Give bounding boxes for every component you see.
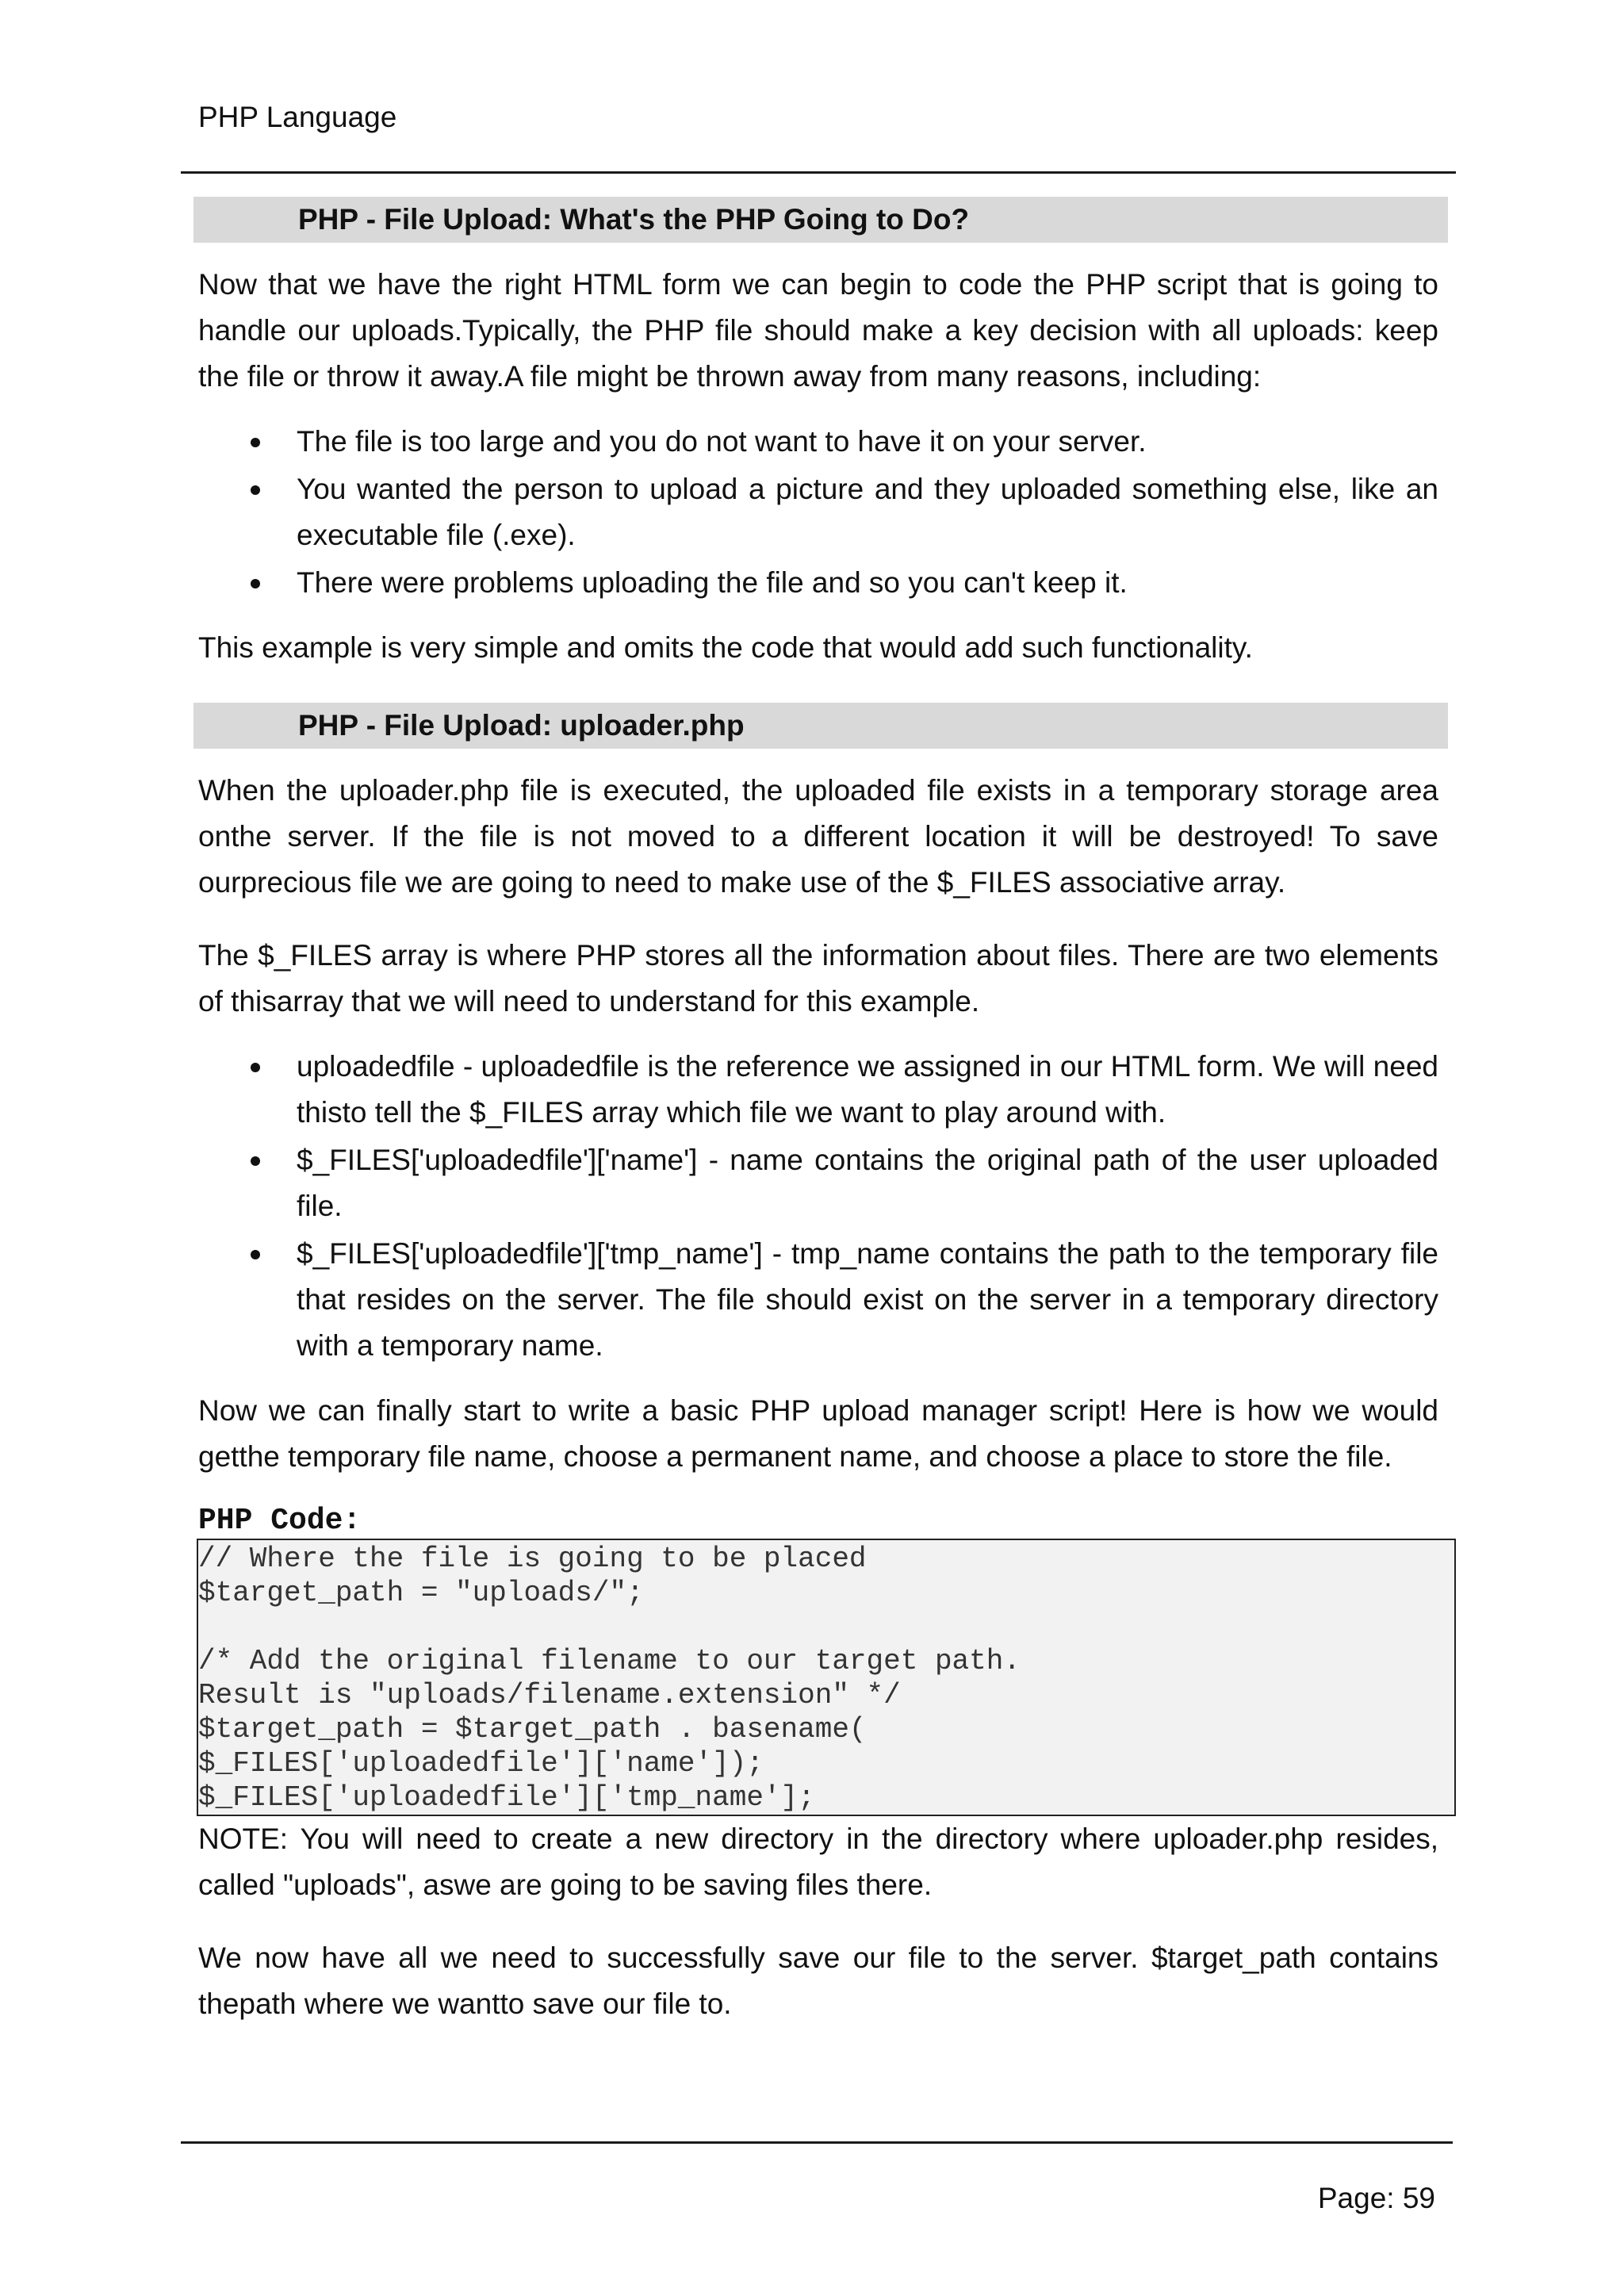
footer-rule — [181, 2141, 1453, 2144]
header-rule — [181, 171, 1456, 174]
list-item: You wanted the person to upload a picture and they uploaded something else, like an executable file (.exe). — [198, 466, 1438, 558]
section1-outro-paragraph: This example is very simple and omits the code that would add such functionality. — [198, 631, 1253, 664]
code-block — [197, 1539, 1456, 1816]
running-header: PHP Language — [198, 101, 397, 133]
bullet-icon — [251, 1063, 260, 1072]
rejection-reasons-list — [198, 419, 1438, 606]
section-heading-uploader-php: PHP - File Upload: uploader.php — [193, 703, 1448, 749]
list-item: The file is too large and you do not want to have it on your server. — [198, 419, 1438, 465]
bullet-icon — [251, 1250, 260, 1259]
section2-paragraph-3: Now we can finally start to write a basic PHP upload manager script! Here is how we would getthe temporary file name, choose a permanent name, and choose a place to store the file. — [198, 1394, 1438, 1473]
list-item: uploadedfile - uploadedfile is the reference we assigned in our HTML form. We will need thisto tell the $_FILES array which file we want to play around with. — [198, 1044, 1438, 1136]
code-label: PHP Code: — [198, 1504, 362, 1538]
code-line: $target_path = "uploads/"; — [198, 1577, 644, 1609]
closing-paragraph: We now have all we need to successfully save our file to the server. $target_path contains thepath where we wantto save our file to. — [198, 1941, 1438, 2020]
list-item: There were problems uploading the file and so you can't keep it. — [198, 560, 1438, 606]
code-line: $_FILES['uploadedfile']['name']); — [198, 1747, 764, 1780]
files-array-elements-list — [198, 1044, 1438, 1369]
code-line: /* Add the original filename to our target path. — [198, 1645, 1021, 1677]
bullet-icon — [251, 1156, 260, 1166]
note-paragraph: NOTE: You will need to create a new directory in the directory where uploader.php resides, called "uploads", aswe are going to be saving files there. — [198, 1823, 1438, 1901]
code-line: // Where the file is going to be placed — [198, 1543, 867, 1575]
code-line: $target_path = $target_path . basename( — [198, 1713, 867, 1746]
section1-intro-paragraph: Now that we have the right HTML form we can begin to code the PHP script that is going to handle our uploads.Typically, the PHP file should make a key decision with all uploads: keep the file or throw it away.A file might be thrown away from many reasons, including: — [198, 268, 1438, 393]
code-line: Result is "uploads/filename.extension" */ — [198, 1679, 901, 1711]
page-number: Page: 59 — [1317, 2182, 1435, 2214]
code-line — [198, 1610, 1454, 1644]
section2-paragraph-1: When the uploader.php file is executed, the uploaded file exists in a temporary storage area onthe server. If the file is not moved to a different location it will be destroyed! To save ourprecious file we are going to need to make use of the $_FILES associative array. — [198, 774, 1438, 899]
bullet-icon — [251, 485, 260, 495]
page-content — [198, 197, 1438, 2027]
list-item: $_FILES['uploadedfile']['name'] - name contains the original path of the user uploaded file. — [198, 1137, 1438, 1229]
list-item: $_FILES['uploadedfile']['tmp_name'] - tmp_name contains the path to the temporary file that resides on the server. The file should exist on the server in a temporary directory with a temporary name. — [198, 1231, 1438, 1369]
bullet-icon — [251, 579, 260, 588]
bullet-icon — [251, 438, 260, 447]
code-line: $_FILES['uploadedfile']['tmp_name']; — [198, 1781, 815, 1814]
section-heading-what-php-does: PHP - File Upload: What's the PHP Going to Do? — [193, 197, 1448, 243]
section2-paragraph-2: The $_FILES array is where PHP stores all the information about files. There are two elements of thisarray that we will need to understand for this example. — [198, 939, 1438, 1018]
